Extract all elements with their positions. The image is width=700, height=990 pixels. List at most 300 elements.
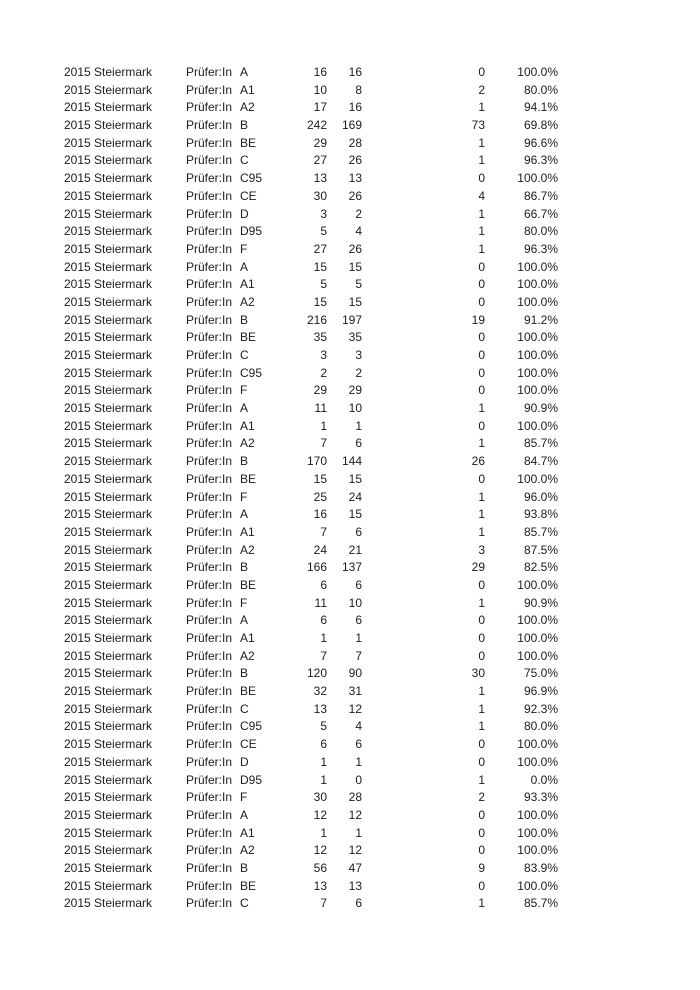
cell-license-class: A2 — [240, 436, 255, 451]
cell-passed: 6 — [355, 613, 362, 628]
table-row — [60, 135, 558, 153]
cell-year-region: 2015 Steiermark — [64, 701, 153, 716]
cell-examiner: Prüfer:In — [186, 507, 233, 522]
table-row — [60, 276, 558, 294]
cell-examiner: Prüfer:In — [186, 577, 233, 592]
table-row — [60, 683, 558, 701]
cell-year-region: 2015 Steiermark — [64, 754, 153, 769]
cell-candidates: 1 — [320, 754, 327, 769]
cell-passed: 1 — [355, 418, 362, 433]
cell-pass-rate: 100.0% — [517, 613, 558, 628]
cell-passed: 26 — [348, 241, 362, 256]
cell-passed: 24 — [348, 489, 362, 504]
cell-pass-rate: 87.5% — [523, 542, 558, 557]
cell-license-class: CE — [240, 737, 257, 752]
cell-failed: 1 — [478, 524, 485, 539]
cell-year-region: 2015 Steiermark — [64, 489, 153, 504]
cell-year-region: 2015 Steiermark — [64, 684, 153, 699]
cell-license-class: F — [240, 241, 248, 256]
cell-pass-rate: 86.7% — [523, 188, 558, 203]
cell-license-class: B — [240, 312, 249, 327]
cell-examiner: Prüfer:In — [186, 701, 233, 716]
cell-passed: 90 — [348, 666, 362, 681]
cell-license-class: F — [240, 489, 248, 504]
cell-failed: 1 — [478, 436, 485, 451]
cell-passed: 26 — [348, 188, 362, 203]
cell-pass-rate: 90.9% — [523, 401, 558, 416]
cell-failed: 0 — [478, 807, 485, 822]
cell-failed: 0 — [478, 577, 485, 592]
cell-candidates: 1 — [320, 772, 327, 787]
cell-candidates: 5 — [320, 224, 327, 239]
cell-candidates: 216 — [306, 312, 327, 327]
cell-year-region: 2015 Steiermark — [64, 772, 153, 787]
cell-candidates: 24 — [313, 542, 327, 557]
cell-examiner: Prüfer:In — [186, 365, 233, 380]
cell-license-class: F — [240, 790, 248, 805]
cell-pass-rate: 96.6% — [523, 135, 558, 150]
cell-pass-rate: 75.0% — [523, 666, 558, 681]
cell-candidates: 11 — [314, 595, 327, 610]
table-row — [60, 860, 558, 878]
cell-candidates: 10 — [313, 82, 327, 97]
cell-passed: 1 — [355, 631, 362, 645]
table-row — [60, 206, 558, 224]
cell-year-region: 2015 Steiermark — [64, 807, 153, 822]
cell-failed: 30 — [471, 666, 485, 681]
cell-failed: 29 — [471, 560, 485, 575]
cell-candidates: 7 — [320, 648, 327, 663]
cell-passed: 28 — [348, 135, 362, 150]
cell-license-class: D — [240, 206, 249, 221]
table-row — [60, 365, 558, 383]
cell-pass-rate: 100.0% — [517, 365, 558, 380]
cell-examiner: Prüfer:In — [186, 666, 233, 681]
cell-failed: 4 — [478, 188, 485, 203]
cell-examiner: Prüfer:In — [186, 754, 233, 769]
cell-license-class: BE — [240, 878, 257, 893]
cell-examiner: Prüfer:In — [186, 259, 233, 274]
table-row — [60, 223, 558, 241]
cell-candidates: 13 — [313, 701, 327, 716]
cell-year-region: 2015 Steiermark — [64, 330, 153, 345]
cell-candidates: 56 — [313, 860, 327, 875]
cell-failed: 1 — [478, 224, 485, 239]
cell-license-class: A1 — [240, 82, 255, 97]
cell-examiner: Prüfer:In — [186, 560, 233, 575]
cell-passed: 144 — [341, 454, 362, 469]
cell-failed: 0 — [478, 878, 485, 893]
cell-examiner: Prüfer:In — [186, 82, 233, 97]
cell-pass-rate: 100.0% — [517, 259, 558, 274]
cell-year-region: 2015 Steiermark — [64, 595, 153, 610]
cell-failed: 2 — [478, 790, 485, 805]
cell-pass-rate: 100.0% — [517, 348, 558, 362]
cell-license-class: D — [240, 754, 249, 769]
cell-passed: 16 — [348, 100, 362, 115]
cell-pass-rate: 100.0% — [517, 171, 558, 186]
cell-failed: 0 — [478, 171, 485, 186]
cell-candidates: 6 — [320, 577, 327, 592]
cell-failed: 0 — [478, 330, 485, 345]
cell-failed: 3 — [478, 542, 485, 557]
cell-pass-rate: 100.0% — [517, 577, 558, 592]
cell-passed: 7 — [355, 648, 362, 663]
cell-examiner: Prüfer:In — [186, 542, 233, 557]
cell-failed: 1 — [478, 684, 485, 699]
cell-failed: 1 — [478, 896, 485, 911]
cell-pass-rate: 100.0% — [517, 330, 558, 345]
cell-license-class: F — [240, 383, 248, 398]
cell-pass-rate: 100.0% — [517, 277, 558, 292]
table-row — [60, 99, 558, 117]
cell-pass-rate: 100.0% — [517, 737, 558, 752]
cell-failed: 0 — [478, 631, 485, 645]
cell-year-region: 2015 Steiermark — [64, 312, 153, 327]
cell-pass-rate: 0.0% — [530, 772, 558, 787]
cell-passed: 47 — [348, 860, 362, 875]
table-row — [60, 64, 558, 82]
table-row — [60, 453, 558, 471]
cell-license-class: A1 — [240, 418, 255, 433]
cell-license-class: C95 — [240, 365, 263, 380]
cell-failed: 0 — [478, 277, 485, 292]
cell-failed: 1 — [478, 401, 485, 416]
cell-examiner: Prüfer:In — [186, 241, 233, 256]
cell-candidates: 27 — [313, 241, 327, 256]
cell-examiner: Prüfer:In — [186, 843, 233, 858]
cell-license-class: A1 — [240, 524, 255, 539]
table-row — [60, 152, 558, 170]
cell-candidates: 166 — [306, 560, 327, 575]
cell-year-region: 2015 Steiermark — [64, 294, 153, 309]
cell-passed: 137 — [341, 560, 362, 575]
cell-examiner: Prüfer:In — [186, 277, 233, 292]
cell-pass-rate: 100.0% — [517, 471, 558, 486]
cell-passed: 197 — [341, 312, 362, 327]
cell-pass-rate: 100.0% — [517, 807, 558, 822]
cell-failed: 1 — [478, 135, 485, 150]
table-row — [60, 82, 558, 100]
cell-passed: 15 — [348, 259, 362, 274]
table-row — [60, 400, 558, 418]
cell-pass-rate: 94.1% — [523, 100, 558, 115]
cell-pass-rate: 80.0% — [523, 82, 558, 97]
cell-year-region: 2015 Steiermark — [64, 825, 153, 840]
cell-year-region: 2015 Steiermark — [64, 577, 153, 592]
table-row — [60, 170, 558, 188]
cell-license-class: C95 — [240, 719, 263, 734]
cell-pass-rate: 96.0% — [523, 489, 558, 504]
cell-license-class: B — [240, 454, 249, 469]
table-row — [60, 312, 558, 330]
cell-license-class: B — [240, 860, 249, 875]
cell-examiner: Prüfer:In — [186, 65, 233, 79]
cell-pass-rate: 80.0% — [523, 224, 558, 239]
table-row — [60, 648, 558, 666]
cell-candidates: 13 — [313, 878, 327, 893]
cell-failed: 1 — [478, 772, 485, 787]
cell-license-class: A1 — [240, 277, 255, 292]
cell-failed: 26 — [471, 454, 485, 469]
cell-examiner: Prüfer:In — [186, 206, 233, 221]
cell-examiner: Prüfer:In — [186, 118, 233, 133]
cell-failed: 0 — [478, 348, 485, 362]
cell-failed: 0 — [478, 613, 485, 628]
cell-failed: 19 — [471, 312, 485, 327]
cell-examiner: Prüfer:In — [186, 524, 233, 539]
cell-license-class: A2 — [240, 843, 255, 858]
cell-year-region: 2015 Steiermark — [64, 560, 153, 575]
cell-passed: 2 — [355, 365, 362, 380]
cell-examiner: Prüfer:In — [186, 153, 233, 168]
cell-failed: 9 — [478, 860, 485, 875]
cell-examiner: Prüfer:In — [186, 188, 233, 203]
cell-failed: 73 — [471, 118, 485, 133]
cell-passed: 2 — [355, 206, 362, 221]
cell-license-class: A1 — [240, 825, 255, 840]
cell-candidates: 29 — [313, 135, 327, 150]
table-row — [60, 542, 558, 560]
cell-license-class: A — [240, 613, 249, 628]
cell-pass-rate: 85.7% — [523, 524, 558, 539]
cell-examiner: Prüfer:In — [186, 135, 233, 150]
cell-pass-rate: 83.9% — [523, 860, 558, 875]
table-row — [60, 506, 558, 524]
cell-candidates: 5 — [320, 277, 327, 292]
cell-pass-rate: 82.5% — [523, 560, 558, 575]
cell-year-region: 2015 Steiermark — [64, 737, 153, 752]
cell-year-region: 2015 Steiermark — [64, 418, 153, 433]
cell-pass-rate: 92.3% — [523, 701, 558, 716]
cell-candidates: 1 — [320, 631, 327, 645]
cell-year-region: 2015 Steiermark — [64, 206, 153, 221]
cell-year-region: 2015 Steiermark — [64, 631, 153, 645]
cell-license-class: A — [240, 401, 249, 416]
cell-license-class: C95 — [240, 171, 263, 186]
cell-license-class: C — [240, 348, 249, 362]
cell-year-region: 2015 Steiermark — [64, 878, 153, 893]
cell-passed: 5 — [355, 277, 362, 292]
cell-candidates: 17 — [313, 100, 327, 115]
cell-candidates: 12 — [313, 843, 327, 858]
cell-passed: 10 — [348, 595, 362, 610]
cell-passed: 6 — [355, 737, 362, 752]
cell-failed: 0 — [478, 259, 485, 274]
cell-failed: 1 — [478, 153, 485, 168]
cell-examiner: Prüfer:In — [186, 790, 233, 805]
cell-pass-rate: 90.9% — [523, 595, 558, 610]
cell-passed: 6 — [355, 577, 362, 592]
cell-passed: 16 — [348, 65, 362, 79]
table-row — [60, 241, 558, 259]
cell-year-region: 2015 Steiermark — [64, 542, 153, 557]
table-row — [60, 630, 558, 648]
cell-examiner: Prüfer:In — [186, 613, 233, 628]
cell-year-region: 2015 Steiermark — [64, 135, 153, 150]
cell-pass-rate: 96.9% — [523, 684, 558, 699]
table-row — [60, 418, 558, 436]
cell-year-region: 2015 Steiermark — [64, 613, 153, 628]
cell-passed: 0 — [355, 772, 362, 787]
cell-failed: 1 — [478, 507, 485, 522]
cell-candidates: 6 — [320, 613, 327, 628]
table-row — [60, 471, 558, 489]
cell-candidates: 1 — [320, 825, 327, 840]
cell-candidates: 25 — [313, 489, 327, 504]
cell-passed: 6 — [355, 524, 362, 539]
cell-failed: 0 — [478, 365, 485, 380]
cell-year-region: 2015 Steiermark — [64, 666, 153, 681]
cell-license-class: C — [240, 701, 249, 716]
cell-examiner: Prüfer:In — [186, 860, 233, 875]
cell-examiner: Prüfer:In — [186, 330, 233, 345]
cell-pass-rate: 100.0% — [517, 383, 558, 398]
cell-failed: 1 — [478, 241, 485, 256]
table-row — [60, 259, 558, 277]
table-row — [60, 524, 558, 542]
cell-license-class: A2 — [240, 648, 255, 663]
cell-candidates: 170 — [306, 454, 327, 469]
cell-candidates: 15 — [313, 471, 327, 486]
cell-candidates: 7 — [320, 436, 327, 451]
cell-failed: 1 — [478, 206, 485, 221]
table-row — [60, 117, 558, 135]
cell-failed: 1 — [478, 595, 485, 610]
cell-year-region: 2015 Steiermark — [64, 348, 153, 362]
cell-pass-rate: 91.2% — [523, 312, 558, 327]
cell-candidates: 29 — [313, 383, 327, 398]
cell-year-region: 2015 Steiermark — [64, 507, 153, 522]
cell-passed: 12 — [348, 807, 362, 822]
cell-passed: 1 — [355, 754, 362, 769]
table-row — [60, 595, 558, 613]
cell-passed: 6 — [355, 436, 362, 451]
cell-candidates: 120 — [306, 666, 327, 681]
table-row — [60, 435, 558, 453]
cell-examiner: Prüfer:In — [186, 348, 233, 362]
cell-failed: 0 — [478, 825, 485, 840]
cell-candidates: 242 — [306, 118, 327, 133]
cell-license-class: A — [240, 507, 249, 522]
cell-year-region: 2015 Steiermark — [64, 188, 153, 203]
cell-candidates: 35 — [313, 330, 327, 345]
cell-failed: 0 — [478, 294, 485, 309]
cell-year-region: 2015 Steiermark — [64, 100, 153, 115]
cell-candidates: 13 — [313, 171, 327, 186]
cell-candidates: 6 — [320, 737, 327, 752]
cell-year-region: 2015 Steiermark — [64, 719, 153, 734]
cell-license-class: A — [240, 807, 249, 822]
cell-candidates: 12 — [313, 807, 327, 822]
cell-candidates: 3 — [320, 206, 327, 221]
cell-failed: 0 — [478, 843, 485, 858]
cell-failed: 0 — [478, 648, 485, 663]
table-row — [60, 489, 558, 507]
cell-license-class: BE — [240, 684, 257, 699]
cell-failed: 0 — [478, 383, 485, 398]
cell-candidates: 2 — [320, 365, 327, 380]
cell-license-class: A2 — [240, 294, 255, 309]
table-row — [60, 718, 558, 736]
cell-year-region: 2015 Steiermark — [64, 365, 153, 380]
cell-examiner: Prüfer:In — [186, 418, 233, 433]
cell-passed: 1 — [355, 825, 362, 840]
cell-examiner: Prüfer:In — [186, 772, 233, 787]
cell-failed: 0 — [478, 418, 485, 433]
cell-pass-rate: 85.7% — [523, 436, 558, 451]
table-row — [60, 612, 558, 630]
table-row — [60, 895, 558, 913]
cell-passed: 35 — [348, 330, 362, 345]
results-table — [60, 64, 558, 913]
cell-examiner: Prüfer:In — [186, 737, 233, 752]
table-row — [60, 329, 558, 347]
cell-failed: 0 — [478, 754, 485, 769]
cell-license-class: BE — [240, 577, 257, 592]
cell-pass-rate: 69.8% — [523, 118, 558, 133]
table-row — [60, 807, 558, 825]
table-row — [60, 347, 558, 365]
table-row — [60, 789, 558, 807]
cell-candidates: 16 — [313, 507, 327, 522]
cell-license-class: A2 — [240, 542, 255, 557]
cell-pass-rate: 100.0% — [517, 294, 558, 309]
cell-year-region: 2015 Steiermark — [64, 153, 153, 168]
table-row — [60, 842, 558, 860]
cell-license-class: C — [240, 153, 249, 168]
cell-examiner: Prüfer:In — [186, 294, 233, 309]
cell-year-region: 2015 Steiermark — [64, 224, 153, 239]
cell-passed: 13 — [348, 878, 362, 893]
cell-passed: 4 — [355, 224, 362, 239]
cell-license-class: B — [240, 560, 249, 575]
cell-examiner: Prüfer:In — [186, 489, 233, 504]
cell-examiner: Prüfer:In — [186, 807, 233, 822]
cell-pass-rate: 100.0% — [517, 631, 558, 645]
cell-passed: 13 — [348, 171, 362, 186]
cell-year-region: 2015 Steiermark — [64, 259, 153, 274]
cell-pass-rate: 96.3% — [523, 153, 558, 168]
cell-examiner: Prüfer:In — [186, 471, 233, 486]
cell-passed: 15 — [348, 294, 362, 309]
cell-license-class: BE — [240, 471, 257, 486]
cell-examiner: Prüfer:In — [186, 684, 233, 699]
cell-passed: 28 — [348, 790, 362, 805]
cell-license-class: B — [240, 666, 249, 681]
cell-year-region: 2015 Steiermark — [64, 383, 153, 398]
cell-examiner: Prüfer:In — [186, 224, 233, 239]
table-row — [60, 188, 558, 206]
cell-candidates: 15 — [313, 294, 327, 309]
cell-pass-rate: 85.7% — [523, 896, 558, 911]
cell-failed: 0 — [478, 65, 485, 79]
cell-pass-rate: 100.0% — [517, 648, 558, 663]
cell-license-class: C — [240, 896, 249, 911]
table-row — [60, 577, 558, 595]
cell-examiner: Prüfer:In — [186, 401, 233, 416]
cell-passed: 12 — [348, 701, 362, 716]
table-row — [60, 736, 558, 754]
cell-candidates: 7 — [320, 524, 327, 539]
cell-year-region: 2015 Steiermark — [64, 648, 153, 663]
table-row — [60, 382, 558, 400]
cell-year-region: 2015 Steiermark — [64, 65, 153, 79]
cell-year-region: 2015 Steiermark — [64, 241, 153, 256]
cell-candidates: 1 — [320, 418, 327, 433]
cell-pass-rate: 93.8% — [523, 507, 558, 522]
cell-year-region: 2015 Steiermark — [64, 436, 153, 451]
